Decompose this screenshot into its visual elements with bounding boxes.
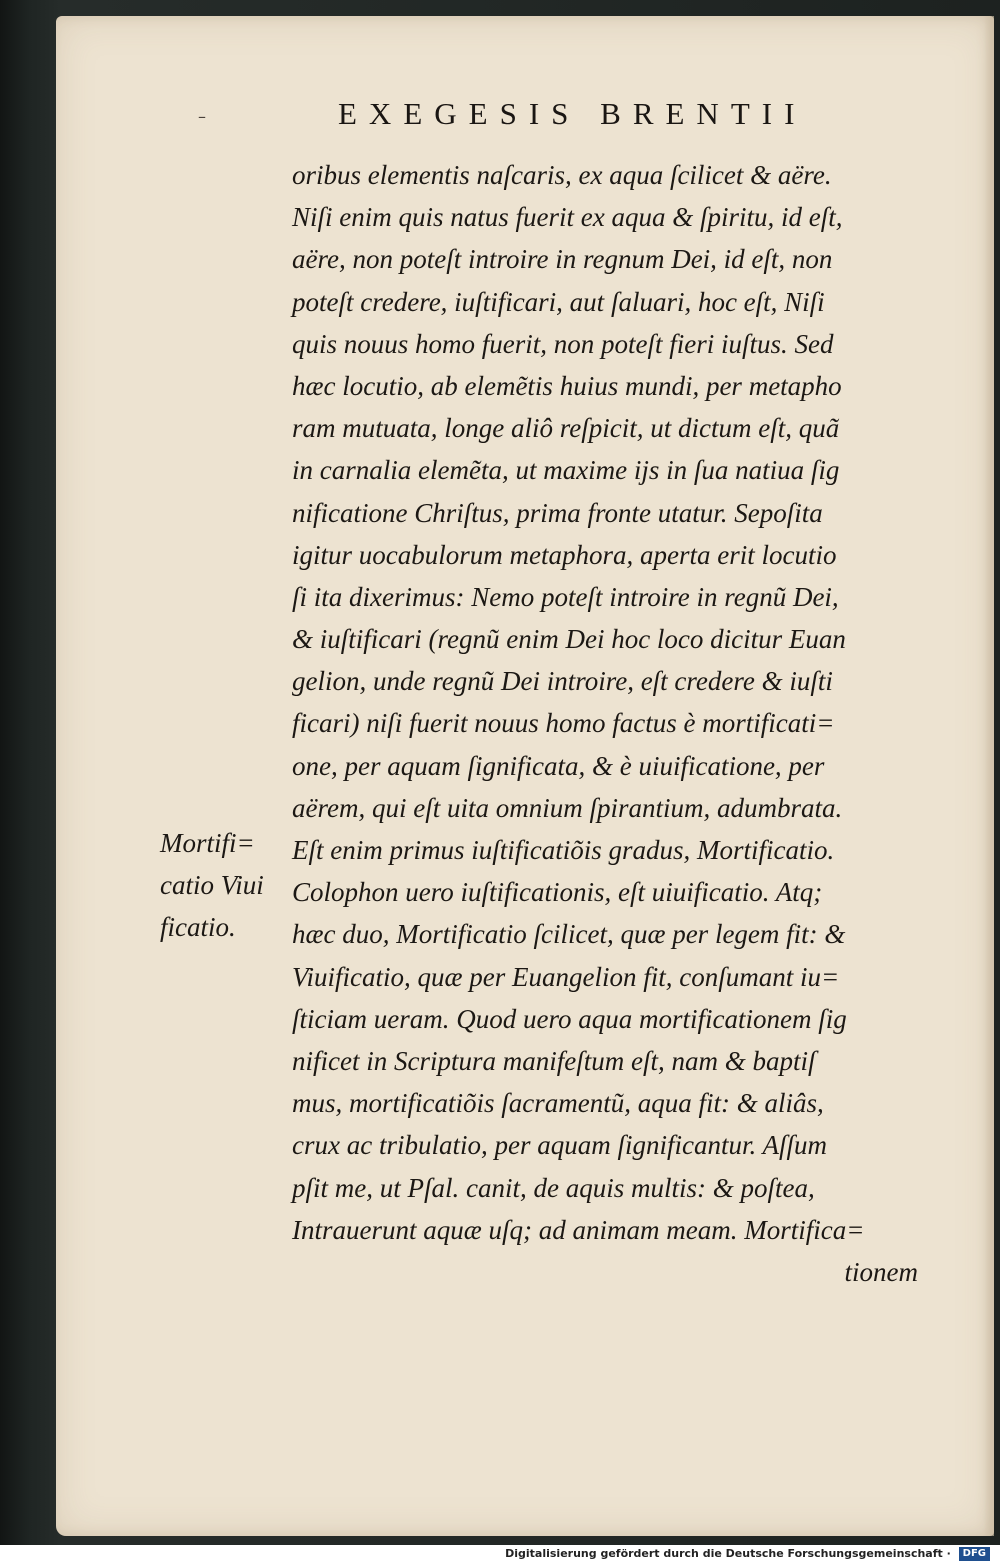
marginal-note-line: Mortifi=: [160, 828, 255, 858]
text-line: Niſi enim quis natus fuerit ex aqua & ſpiritu, id eſt,: [292, 202, 843, 233]
text-line: hæc locutio, ab elemẽtis huius mundi, per metapho: [292, 370, 842, 401]
text-line: one, per aquam ſignificata, & è uiuificatione, per: [292, 750, 825, 781]
marginal-note-line: ficatio.: [160, 912, 236, 943]
marginal-note-line: catio Viui: [160, 870, 264, 901]
text-line: ficari) niſi fuerit nouus homo factus è mortificati=: [292, 708, 835, 739]
running-head: EXEGESIS BRENTII: [338, 96, 807, 131]
body-text: [292, 154, 928, 1293]
text-line: gelion, unde regnũ Dei introire, eſt credere & iuſti: [292, 666, 833, 697]
text-line: igitur uocabulorum metaphora, aperta erit locutio: [292, 539, 837, 570]
text-line: oribus elementis naſcaris, ex aqua ſcilicet & aëre.: [292, 160, 832, 190]
text-line: & iuſtificari (regnũ enim Dei hoc loco dicitur Euan: [292, 624, 846, 655]
text-line: hæc duo, Mortificatio ſcilicet, quæ per legem fit: &: [292, 919, 846, 950]
marginal-note: [160, 822, 292, 949]
text-line: nificatione Chriſtus, prima fronte utatur. Sepoſita: [292, 497, 823, 528]
text-line: crux ac tribulatio, per aquam ſignificantur. Aſſum: [292, 1130, 827, 1161]
funding-credit-text: Digitalisierung gefördert durch die Deutsche Forschungsgemeinschaft: [505, 1547, 943, 1560]
text-line: aërem, qui eſt uita omnium ſpirantium, adumbrata.: [292, 792, 843, 823]
text-line: quis nouus homo fuerit, non poteſt fieri iuſtus. Sed: [292, 328, 834, 359]
text-line: poteſt credere, iuſtificari, aut ſaluari, hoc eſt, Niſi: [292, 286, 825, 317]
footer-strip: [0, 1545, 1000, 1565]
text-line: nificet in Scriptura manifeſtum eſt, nam & baptiſ: [292, 1045, 816, 1076]
footer-separator: ·: [946, 1547, 951, 1560]
text-line: Eſt enim primus iuſtificatiõis gradus, Mortificatio.: [292, 835, 835, 865]
text-line: Viuificatio, quæ per Euangelion fit, conſumant iu=: [292, 961, 840, 992]
page-edge-shadow: [984, 16, 994, 1536]
text-line: pſit me, ut Pſal. canit, de aquis multis: & poſtea,: [292, 1172, 815, 1203]
text-line: ſi ita dixerimus: Nemo poteſt introire in regnũ Dei,: [292, 581, 839, 612]
text-line: ſticiam ueram. Quod uero aqua mortificationem ſig: [292, 1003, 847, 1034]
text-line: Colophon uero iuſtificationis, eſt uiuificatio. Atq;: [292, 877, 823, 908]
text-line: in carnalia elemẽta, ut maxime ijs in ſua natiua ſig: [292, 455, 840, 486]
funding-credit: [505, 1547, 990, 1561]
margin-dash-mark: –: [198, 107, 206, 126]
text-line: aëre, non poteſt introire in regnum Dei, id eſt, non: [292, 244, 833, 275]
text-line: ram mutuata, longe aliô reſpicit, ut dictum eſt, quã: [292, 413, 840, 444]
catchword: tionem: [844, 1256, 918, 1287]
text-line: mus, mortificatiõis ſacramentũ, aqua fit: & aliâs,: [292, 1088, 824, 1119]
text-line: Intrauerunt aquæ uſq; ad animam meam. Mortifica=: [292, 1214, 865, 1245]
dfg-logo: DFG: [959, 1547, 990, 1561]
